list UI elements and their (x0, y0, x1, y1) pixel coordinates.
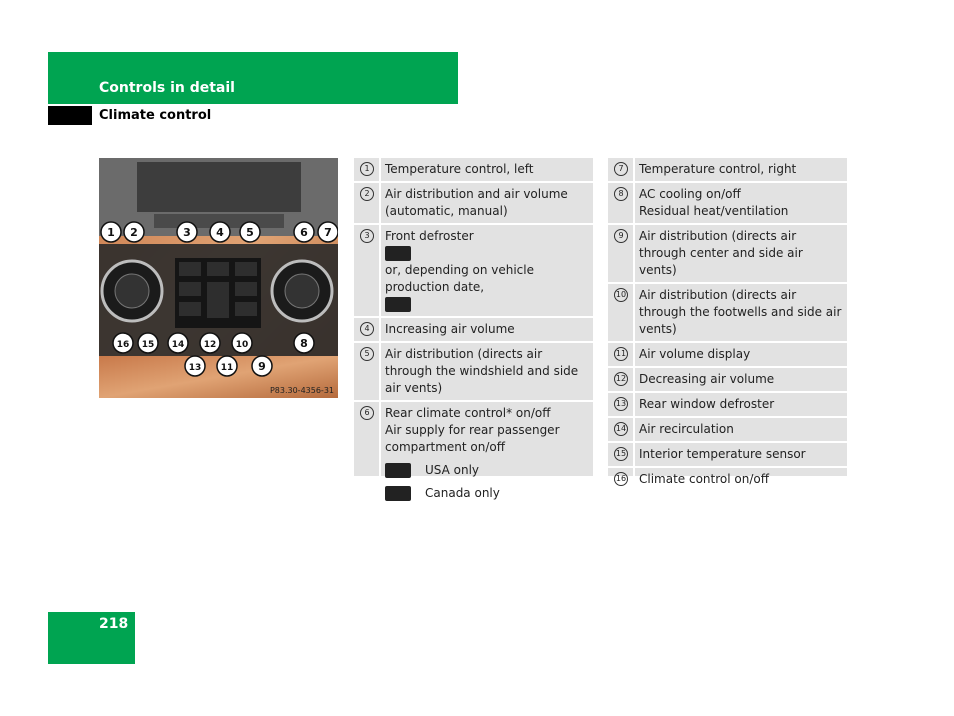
legend-row-13 (608, 393, 847, 418)
legend-row-9 (608, 225, 847, 284)
legend-text: Air distribution (directs air through center and side air vents) (639, 229, 803, 277)
legend-row-5 (354, 343, 593, 402)
legend-text: AC cooling on/off (639, 187, 741, 201)
legend-row-16 (608, 468, 847, 528)
legend-number: 14 (614, 422, 628, 436)
callout-label-7: 7 (324, 226, 332, 239)
legend-number: 2 (360, 187, 374, 201)
callout-label-15: 15 (141, 340, 155, 350)
legend-text: or, depending on vehicle production date, (385, 263, 534, 294)
legend-text: Rear window defroster (639, 397, 775, 411)
legend-number: 5 (360, 347, 374, 361)
section-title: Controls in detail (99, 80, 235, 96)
callout-label-14: 14 (171, 340, 185, 350)
legend-number: 11 (614, 347, 628, 361)
legend-text: Interior temperature sensor (639, 447, 806, 461)
legend-number: 4 (360, 322, 374, 336)
section-tab-marker (48, 106, 92, 125)
legend-text: Rear climate control* on/off (385, 406, 551, 420)
legend-text: Air recirculation (639, 422, 734, 436)
header-bar (48, 52, 458, 104)
callout-label-2: 2 (130, 226, 138, 239)
legend-text: Front defroster (385, 229, 474, 243)
callout-label-3: 3 (183, 226, 191, 239)
rear-fan-icon (385, 486, 411, 501)
legend-text: Climate control on/off (639, 472, 770, 486)
legend-text: Temperature control, left (385, 162, 534, 176)
legend-text: Air supply for rear passenger compartment on/off (385, 423, 560, 454)
legend-number: 3 (360, 229, 374, 243)
legend-text: Air distribution (directs air through the footwells and side air vents) (639, 288, 842, 336)
legend-row-1 (354, 158, 593, 183)
legend-text: Air distribution (directs air through the windshield and side air vents) (385, 347, 579, 395)
callout-label-4: 4 (216, 226, 224, 239)
legend-number: 9 (614, 229, 628, 243)
callout-label-6: 6 (300, 226, 308, 239)
legend-row-7 (608, 158, 847, 183)
legend-number: 1 (360, 162, 374, 176)
legend-row-2 (354, 183, 593, 225)
legend-row-4 (354, 318, 593, 343)
callout-label-10: 10 (235, 340, 249, 350)
rear-button-icon (385, 463, 411, 478)
legend-row-10 (608, 284, 847, 343)
callout-label-13: 13 (188, 363, 202, 373)
legend-row-15 (608, 443, 847, 468)
figure-reference-code: P83.30-4356-31 (269, 386, 334, 395)
legend-number: 8 (614, 187, 628, 201)
legend-row-6 (354, 402, 593, 506)
callout-label-5: 5 (246, 226, 254, 239)
legend-text: Decreasing air volume (639, 372, 775, 386)
legend-number: 6 (360, 406, 374, 420)
page-number: 218 (99, 616, 129, 632)
legend-table-right (608, 158, 847, 486)
legend-text: Air volume display (639, 347, 751, 361)
legend-text: Temperature control, right (639, 162, 797, 176)
legend-number: 12 (614, 372, 628, 386)
subsection-title: Climate control (99, 108, 212, 123)
legend-text-usa: USA only (425, 463, 480, 477)
legend-text: Residual heat/ventilation (639, 204, 789, 218)
legend-row-3 (354, 225, 593, 318)
legend-row-11 (608, 343, 847, 368)
max-defrost-icon (385, 297, 411, 312)
legend-number: 13 (614, 397, 628, 411)
callout-label-8: 8 (300, 337, 308, 350)
callout-label-1: 1 (107, 226, 115, 239)
legend-table-left (354, 158, 593, 500)
callout-label-9: 9 (258, 360, 266, 373)
callout-label-11: 11 (220, 363, 234, 373)
legend-number: 15 (614, 447, 628, 461)
front-defrost-icon (385, 246, 411, 261)
legend-text-canada: Canada only (425, 486, 500, 500)
legend-row-12 (608, 368, 847, 393)
callout-label-12: 12 (203, 340, 217, 350)
legend-text: Air distribution and air volume (automatic, manual) (385, 187, 568, 218)
legend-number: 10 (614, 288, 628, 302)
callout-label-16: 16 (116, 340, 130, 350)
legend-row-14 (608, 418, 847, 443)
legend-row-8 (608, 183, 847, 225)
legend-number: 16 (614, 472, 628, 486)
legend-number: 7 (614, 162, 628, 176)
climate-control-photo (99, 158, 338, 398)
legend-text: Increasing air volume (385, 322, 515, 336)
